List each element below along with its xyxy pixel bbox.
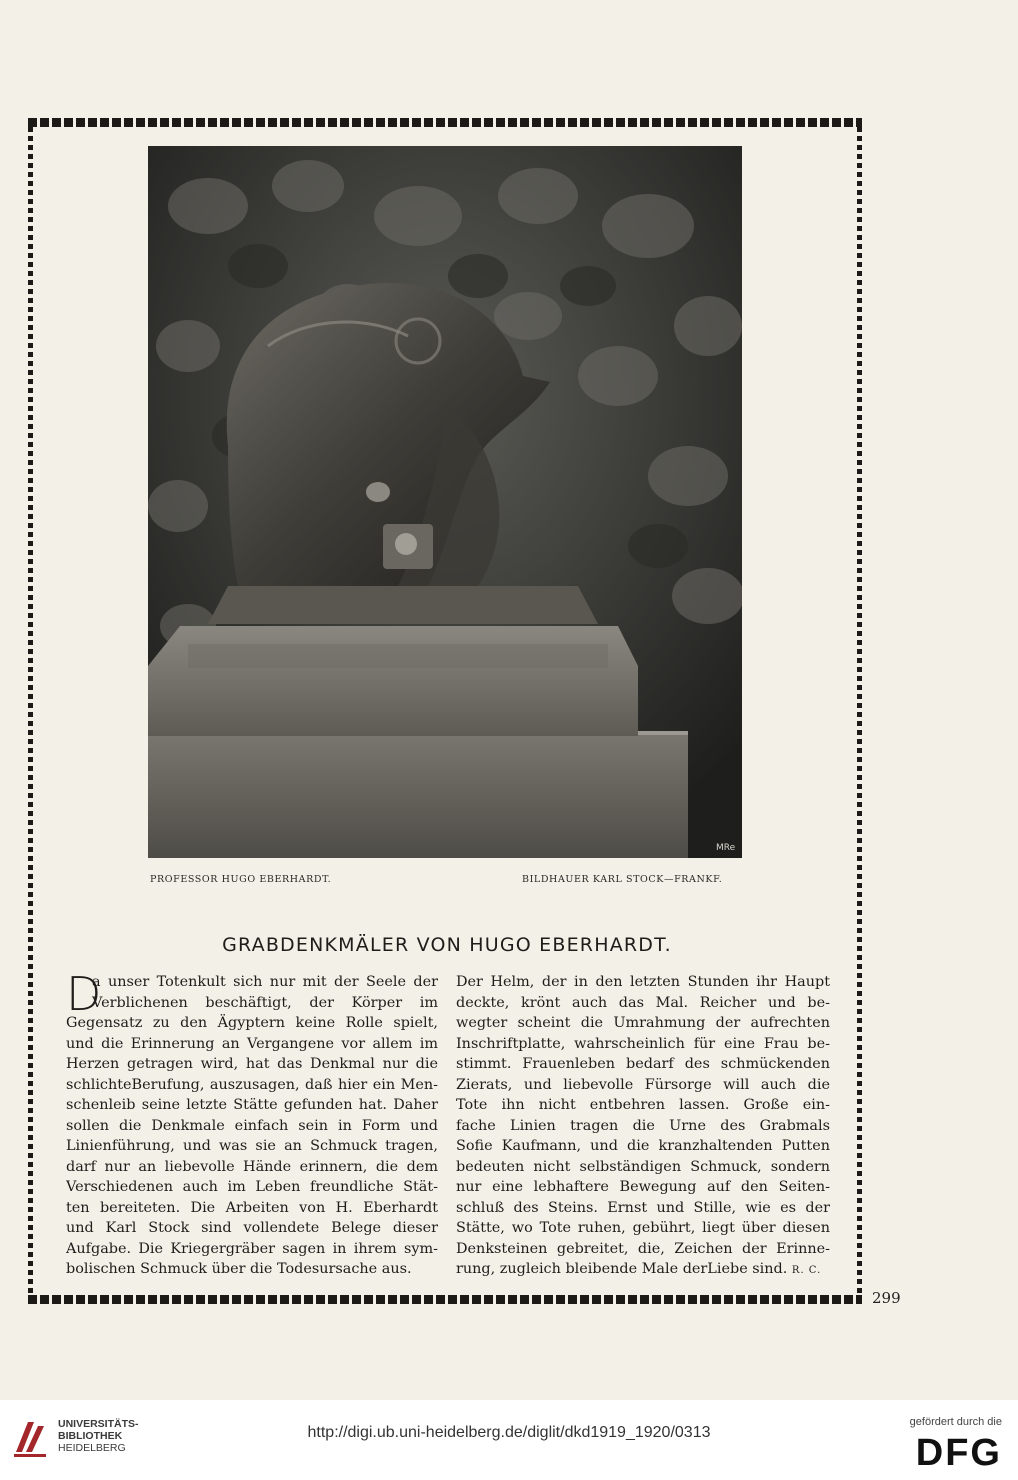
text-line: Denksteinen gebreitet, die, Zeichen der Erinne-	[456, 1240, 830, 1257]
border-bottom	[28, 1295, 862, 1304]
text-line: bedeuten nicht selbständigen Schmuck, sondern	[456, 1158, 830, 1175]
helmet-memorial-photo	[148, 146, 742, 858]
text-line: schenleib seine letzte Stätte gefunden hat. Daher	[66, 1097, 438, 1113]
source-url-link[interactable]: http://digi.ub.uni-heidelberg.de/diglit/dkd1919_1920/0313	[307, 1424, 711, 1441]
text-line: wegter scheint die Umrahmung der aufrechten	[456, 1015, 830, 1031]
text-line: und die Erinnerung an Vergangene vor allem im	[66, 1035, 438, 1052]
caption-left: PROFESSOR HUGO EBERHARDT.	[150, 874, 332, 885]
text-line: deckte, krönt auch das Mal. Reicher und be-	[456, 994, 830, 1011]
text-line-final	[456, 1259, 830, 1280]
caption-right: BILDHAUER KARL STOCK—FRANKF.	[522, 874, 723, 885]
text-line: rung, zugleich bleibende Male derLiebe sind.	[456, 1261, 788, 1277]
text-line: Tote ihn nicht entbehren lassen. Große ein-	[456, 1097, 830, 1113]
border-right	[857, 118, 862, 1304]
text-line: Aufgabe. Die Kriegergräber sagen in ihrem sym-	[66, 1240, 438, 1257]
library-name-line: BIBLIOTHEK	[58, 1430, 123, 1442]
funding-note: gefördert durch die	[909, 1416, 1002, 1428]
text-line: darf nur an liebevolle Hände erinnern, die dem	[66, 1158, 438, 1175]
text-line: a unser Totenkult sich nur mit der Seele der	[92, 974, 438, 990]
text-line: ten bereiteten. Die Arbeiten von H. Eberhardt	[66, 1199, 438, 1216]
border-left	[28, 118, 33, 1304]
text-line: Der Helm, der in den letzten Stunden ihr Haupt	[456, 974, 830, 990]
article-title: GRABDENKMÄLER VON HUGO EBERHARDT.	[222, 934, 672, 956]
text-line: schlichteBerufung, auszusagen, daß hier ein Men-	[66, 1076, 438, 1093]
text-line: Verschiedenen auch im Leben freundliche Stät-	[66, 1179, 438, 1195]
text-line: schluß des Steins. Ernst und Stille, wie es der	[456, 1199, 830, 1216]
text-line: Inschriftplatte, wahrscheinlich für eine Frau be-	[456, 1035, 830, 1052]
article-column-right	[456, 972, 830, 1280]
text-line: fache Linien tragen die Urne des Grabmals	[456, 1117, 830, 1134]
border-top	[28, 118, 862, 127]
text-line: nur eine lebhaftere Bewegung auf den Seiten-	[456, 1179, 830, 1195]
text-line: Linienführung, und was sie an Schmuck tragen,	[66, 1138, 438, 1154]
text-line: und Karl Stock sind vollendete Belege dieser	[66, 1220, 438, 1236]
photo-signature: MRe	[716, 843, 736, 853]
text-line: Gegensatz zu den Ägyptern keine Rolle spielt,	[66, 1015, 438, 1031]
library-name-line: HEIDELBERG	[58, 1442, 126, 1454]
author-initials: R. C.	[791, 1265, 822, 1276]
text-line: bolischen Schmuck über die Todesursache aus.	[66, 1261, 412, 1277]
dfg-logo[interactable]: DFG	[915, 1432, 1002, 1474]
text-line: Sofie Kaufmann, und die kranzhaltenden Putten	[456, 1138, 830, 1154]
text-line: Stätte, wo Tote ruhen, gebührt, liegt über diesen	[456, 1220, 830, 1236]
text-line: Verblichenen beschäftigt, der Körper im	[92, 994, 438, 1011]
text-line: sollen die Denkmale einfach sein in Form und	[66, 1117, 438, 1134]
drop-cap: D	[66, 967, 102, 1021]
text-line: Zierats, und liebevolle Fürsorge will auch die	[456, 1076, 830, 1093]
viewer-footer	[0, 1400, 1018, 1480]
text-line: Herzen getragen wird, hat das Denkmal nur die	[66, 1056, 438, 1072]
text-line: stimmt. Frauenleben bedarf des schmückenden	[456, 1056, 830, 1072]
page-number: 299	[872, 1289, 901, 1307]
library-name-line: UNIVERSITÄTS-	[58, 1418, 139, 1430]
article-column-left	[66, 967, 438, 1280]
